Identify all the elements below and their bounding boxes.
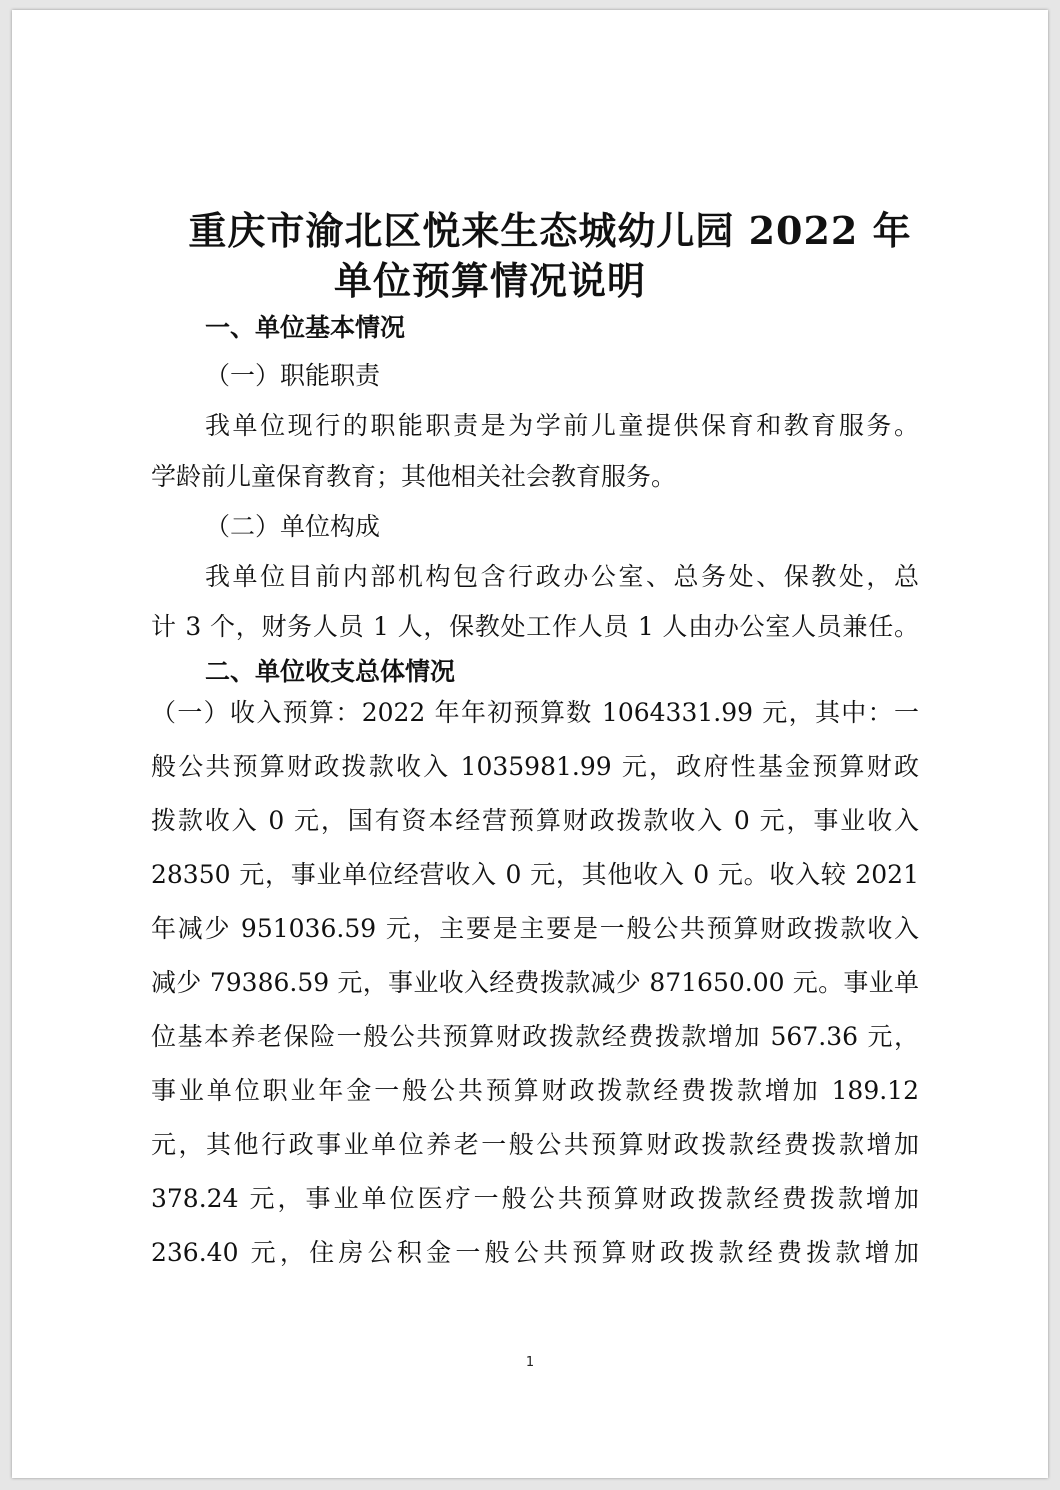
income-paragraph-line: 位基本养老保险一般公共预算财政拨款经费拨款增加 567.36 元， [151, 1022, 919, 1051]
income-paragraph-line: 元，其他行政事业单位养老一般公共预算财政拨款经费拨款增加 [151, 1130, 919, 1159]
duties-paragraph-line-1: 我单位现行的职能职责是为学前儿童提供保育和教育服务。 [205, 411, 919, 440]
structure-paragraph-line-2: 计 3 个，财务人员 1 人，保教处工作人员 1 人由办公室人员兼任。 [151, 612, 919, 641]
page-number: 1 [525, 1355, 535, 1370]
income-paragraph-line: 年减少 951036.59 元，主要是主要是一般公共预算财政拨款收入 [151, 914, 919, 943]
income-paragraph-line: （一）收入预算：2022 年年初预算数 1064331.99 元，其中：一 [151, 698, 919, 727]
section-heading-income-expense: 二、单位收支总体情况 [205, 657, 456, 686]
document-title-line-1: 重庆市渝北区悦来生态城幼儿园 2022 年 [188, 208, 912, 253]
income-paragraph-line: 28350 元，事业单位经营收入 0 元，其他收入 0 元。收入较 2021 [151, 860, 919, 889]
income-paragraph-line: 378.24 元，事业单位医疗一般公共预算财政拨款经费拨款增加 [151, 1184, 919, 1213]
section-heading-basic-info: 一、单位基本情况 [205, 313, 406, 342]
document-page [12, 10, 1048, 1478]
subsection-heading-structure: （二）单位构成 [205, 512, 381, 541]
subsection-heading-duties: （一）职能职责 [205, 361, 381, 390]
income-paragraph-line: 般公共预算财政拨款收入 1035981.99 元，政府性基金预算财政 [151, 752, 919, 781]
income-paragraph-line: 事业单位职业年金一般公共预算财政拨款经费拨款增加 189.12 [151, 1076, 919, 1105]
income-paragraph-line: 减少 79386.59 元，事业收入经费拨款减少 871650.00 元。事业单 [151, 968, 919, 997]
structure-paragraph-line-1: 我单位目前内部机构包含行政办公室、总务处、保教处，总 [205, 562, 919, 591]
duties-paragraph-line-2: 学龄前儿童保育教育；其他相关社会教育服务。 [151, 462, 677, 491]
document-title-line-2: 单位预算情况说明 [333, 258, 646, 303]
income-paragraph-line: 拨款收入 0 元，国有资本经营预算财政拨款收入 0 元，事业收入 [151, 806, 919, 835]
income-paragraph-line: 236.40 元，住房公积金一般公共预算财政拨款经费拨款增加 [151, 1238, 919, 1267]
